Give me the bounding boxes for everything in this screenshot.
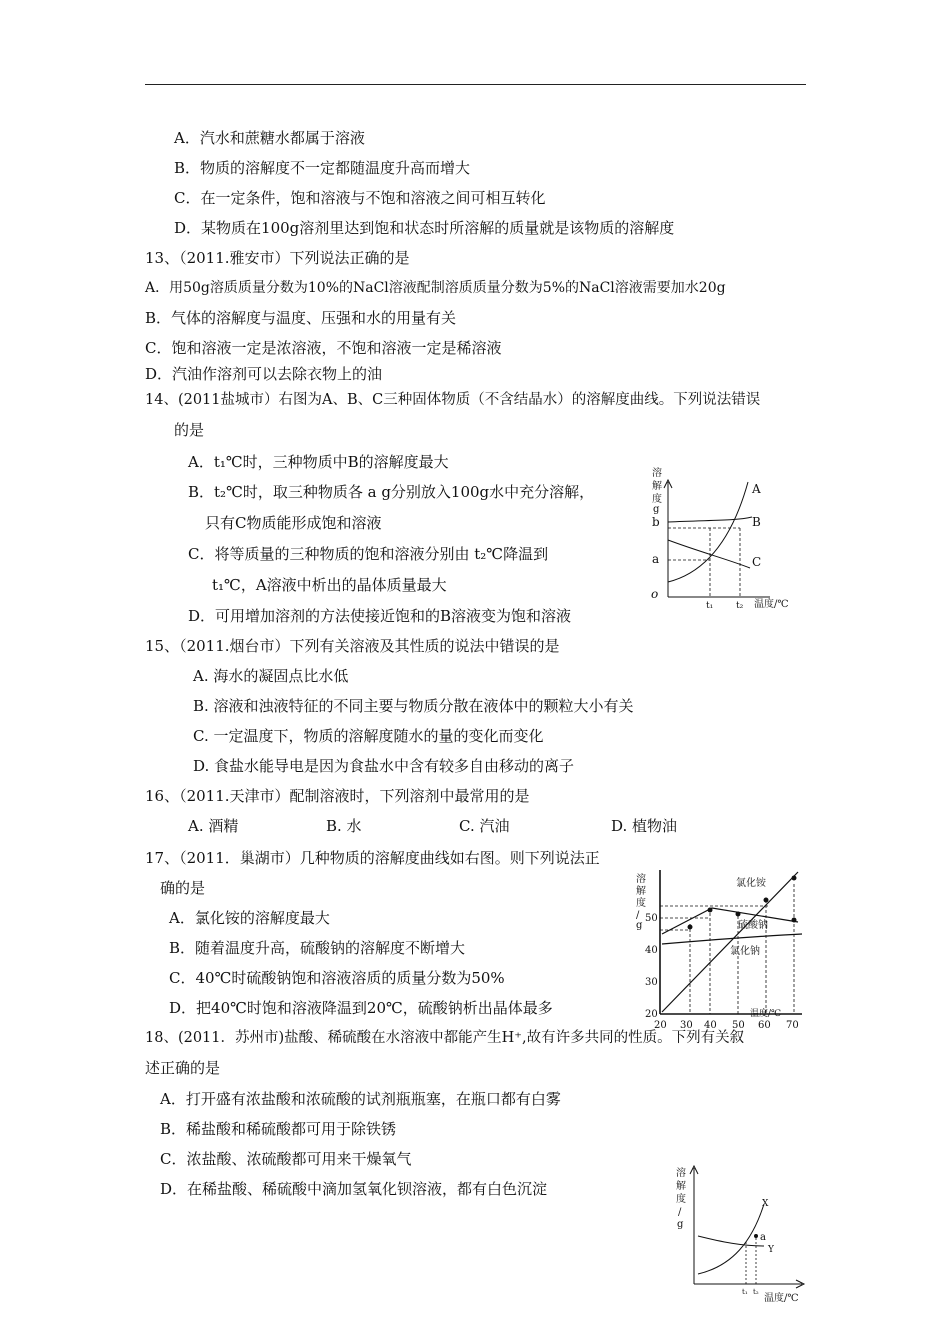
- svg-text:解: 解: [676, 1181, 686, 1192]
- q14-option-c-cont: t₁℃，A溶液中析出的晶体质量最大: [212, 576, 447, 594]
- q17-point-70b: [792, 918, 797, 923]
- q14-origin-label: o: [651, 587, 659, 601]
- figure3-label-y: Y: [768, 1245, 774, 1255]
- q17-label-ammonium-chloride: 氯化铵: [736, 878, 766, 889]
- q17-point-30: [688, 925, 693, 930]
- q17-solubility-figure: [630, 864, 810, 1034]
- q17-option-a: A．氯化铵的溶解度最大: [169, 909, 330, 927]
- q13-option-b: B．气体的溶解度与温度、压强和水的用量有关: [145, 309, 457, 327]
- svg-text:溶: 溶: [676, 1168, 686, 1179]
- q14-option-a: A．t₁℃时，三种物质中B的溶解度最大: [188, 453, 449, 471]
- q17-option-d: D．把40℃时饱和溶液降温到20℃，硫酸钠析出晶体最多: [169, 999, 553, 1017]
- q17-point-40: [708, 908, 713, 913]
- q18-option-b: B．稀盐酸和稀硫酸都可用于除铁锈: [160, 1120, 397, 1138]
- svg-text:g: g: [653, 504, 660, 515]
- q17-ytick-50: 50: [645, 913, 658, 924]
- figure3-curve-y: [698, 1236, 764, 1246]
- figure3-tick-t2: t₂: [753, 1288, 759, 1296]
- figure3-x-axis-label: 温度/℃: [764, 1293, 799, 1304]
- q17-xtick-70: 70: [786, 1020, 799, 1031]
- q14-label-a: A: [752, 482, 761, 496]
- q15-option-a: A. 海水的凝固点比水低: [193, 667, 349, 685]
- svg-text:解: 解: [652, 481, 662, 492]
- q17-point-50: [736, 912, 741, 917]
- q14-option-c: C．将等质量的三种物质的饱和溶液分别由 t₂℃降温到: [188, 545, 549, 563]
- q18-option-d: D．在稀盐酸、稀硫酸中滴加氢氧化钡溶液，都有白色沉淀: [160, 1180, 548, 1198]
- q16-option-d: D. 植物油: [611, 817, 678, 835]
- q15-option-b: B. 溶液和浊液特征的不同主要与物质分散在液体中的颗粒大小有关: [193, 697, 634, 715]
- svg-text:度: 度: [676, 1194, 686, 1205]
- q13-option-d: D．汽油作溶剂可以去除衣物上的油: [145, 365, 383, 383]
- q17-curve-sodium-chloride: [662, 934, 802, 944]
- q14-curve-a: [668, 482, 748, 582]
- q17-xtick-50: 50: [732, 1020, 745, 1031]
- svg-text:度: 度: [636, 898, 646, 909]
- q17-x-axis-label: 温度/℃: [750, 1009, 782, 1019]
- q16-option-c: C. 汽油: [459, 817, 510, 835]
- q13-option-c: C．饱和溶液一定是浓溶液，不饱和溶液一定是稀溶液: [145, 339, 502, 357]
- svg-text:/: /: [636, 910, 640, 921]
- q16-stem: 16、（2011.天津市）配制溶液时，下列溶剂中最常用的是: [145, 787, 530, 805]
- q14-solubility-figure: [640, 462, 810, 612]
- svg-text:溶: 溶: [652, 468, 662, 479]
- svg-text:g: g: [677, 1219, 684, 1230]
- q14-curve-b: [668, 517, 752, 522]
- q18-option-a: A．打开盛有浓盐酸和浓硫酸的试剂瓶瓶塞，在瓶口都有白雾: [160, 1090, 561, 1108]
- q17-xtick-20: 20: [654, 1020, 667, 1031]
- q14-tick-t2: t₂: [736, 601, 744, 611]
- q14-stem: 14、(2011盐城市）右图为A、B、C三种固体物质（不含结晶水）的溶解度曲线。下列说法错误: [145, 392, 761, 408]
- top-rule: [145, 84, 806, 85]
- figure3-curve-x: [698, 1204, 764, 1274]
- q15-stem: 15、（2011.烟台市）下列有关溶液及其性质的说法中错误的是: [145, 637, 560, 655]
- q17-stem-cont: 确的是: [160, 879, 206, 897]
- q12-option-a: A．汽水和蔗糖水都属于溶液: [174, 129, 365, 147]
- q17-label-sodium-sulfate: 硫酸钠: [738, 920, 768, 931]
- figure3-solubility: [672, 1162, 812, 1304]
- q12-option-b: B．物质的溶解度不一定都随温度升高而增大: [174, 159, 471, 177]
- q14-option-b: B．t₂℃时，取三种物质各 a g分别放入100g水中充分溶解，: [188, 483, 595, 501]
- q17-point-60: [764, 898, 769, 903]
- q14-option-b-cont: 只有C物质能形成饱和溶液: [205, 514, 382, 532]
- q14-label-b: B: [752, 515, 761, 529]
- svg-text:解: 解: [636, 886, 646, 897]
- q17-option-c: C．40℃时硫酸钠饱和溶液溶质的质量分数为50%: [169, 969, 505, 987]
- q17-stem: 17、（2011．巢湖市）几种物质的溶解度曲线如右图。则下列说法正: [145, 849, 600, 867]
- q12-option-c: C．在一定条件，饱和溶液与不饱和溶液之间可相互转化: [174, 189, 546, 207]
- q15-option-d: D. 食盐水能导电是因为食盐水中含有较多自由移动的离子: [193, 757, 575, 775]
- svg-text:度: 度: [652, 494, 662, 505]
- svg-text:溶: 溶: [636, 874, 646, 885]
- q17-xtick-30: 30: [680, 1020, 693, 1031]
- q14-option-d: D．可用增加溶剂的方法使接近饱和的B溶液变为饱和溶液: [188, 607, 572, 625]
- q14-tick-t1: t₁: [706, 601, 714, 611]
- q14-x-axis-label: 温度/℃: [754, 599, 789, 610]
- q14-curve-c: [668, 540, 750, 568]
- svg-text:g: g: [636, 920, 643, 931]
- q15-option-c: C. 一定温度下，物质的溶解度随水的量的变化而变化: [193, 727, 544, 745]
- q14-label-c: C: [752, 555, 762, 569]
- q12-option-d: D．某物质在100g溶剂里达到饱和状态时所溶解的质量就是该物质的溶解度: [174, 219, 675, 237]
- svg-text:/: /: [678, 1207, 682, 1218]
- q17-point-70: [792, 876, 797, 881]
- q16-option-b: B. 水: [326, 817, 362, 835]
- q14-tick-a: a: [652, 552, 660, 566]
- q13-option-a: A．用50g溶质质量分数为10%的NaCl溶液配制溶质质量分数为5%的NaCl溶液需要加水20g: [145, 280, 726, 296]
- q17-label-sodium-chloride: 氯化钠: [730, 946, 760, 957]
- figure3-y-axis-label: [676, 1166, 686, 1230]
- q17-ytick-20: 20: [645, 1009, 658, 1020]
- q17-option-b: B．随着温度升高，硫酸钠的溶解度不断增大: [169, 939, 466, 957]
- q17-xtick-60: 60: [758, 1020, 771, 1031]
- figure3-label-x: X: [762, 1199, 769, 1209]
- q16-option-a: A. 酒精: [188, 817, 239, 835]
- q18-stem: 18、(2011．苏州市)盐酸、稀硫酸在水溶液中都能产生H⁺,故有许多共同的性质。下列有关叙: [145, 1030, 745, 1046]
- q13-stem: 13、（2011.雅安市）下列说法正确的是: [145, 249, 410, 267]
- q17-ytick-40: 40: [645, 945, 658, 956]
- q18-stem-cont: 述正确的是: [145, 1059, 221, 1077]
- q14-y-axis-label: [652, 466, 662, 515]
- figure3-point-a: [754, 1234, 758, 1238]
- q18-option-c: C．浓盐酸、浓硫酸都可用来干燥氧气: [160, 1150, 412, 1168]
- q17-xtick-40: 40: [704, 1020, 717, 1031]
- figure3-label-a: a: [760, 1232, 766, 1243]
- q14-tick-b: b: [652, 515, 660, 529]
- q14-stem-cont: 的是: [174, 421, 205, 439]
- figure3-tick-t1: t₁: [742, 1288, 748, 1296]
- q17-ytick-30: 30: [645, 977, 658, 988]
